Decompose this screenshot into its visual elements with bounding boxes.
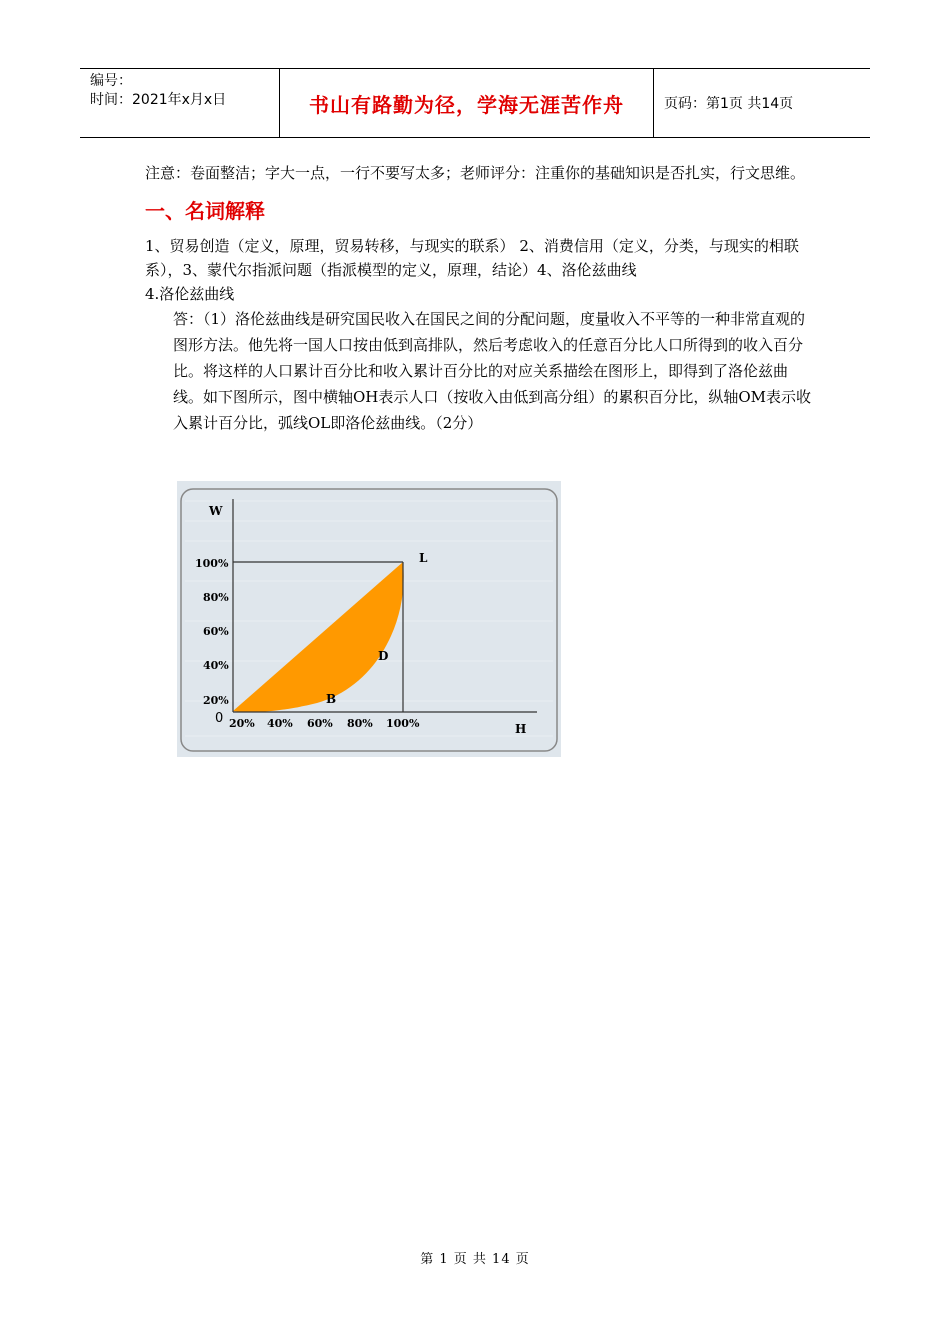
y-tick-label: 40% xyxy=(203,659,229,672)
answer-paragraph: 答：（1）洛伦兹曲线是研究国民收入在国民之间的分配问题，度量收入不平等的一种非常直观的图形方法。他先将一国人口按由低到高排队，然后考虑收入的任意百分比人口所得到的收入百分比。将这样的人口累计百分比和收入累计百分比的对应关系描绘在图形上，即得到了洛伦兹曲线。如下图所示，图中横轴OH表示人口（按收入由低到高分组）的累积百分比，纵轴OM表示收入累计百分比，弧线OL即洛伦兹曲线。（2分） xyxy=(173,310,812,432)
y-tick-label: 80% xyxy=(203,591,229,604)
region-d-label: D xyxy=(378,649,389,663)
page-footer: 第 1 页 共 14 页 xyxy=(420,1252,530,1267)
header-motto: 书山有路勤为径，学海无涯苦作舟 xyxy=(280,69,654,137)
header-meta xyxy=(80,69,280,137)
y-tick-label: 60% xyxy=(203,625,229,638)
x-axis-label: H xyxy=(515,722,527,736)
y-tick-label: 100% xyxy=(195,557,229,570)
x-tick-label: 100% xyxy=(386,717,420,730)
x-tick-label: 20% xyxy=(229,717,255,730)
lorenz-curve-figure xyxy=(177,481,561,757)
note-paragraph: 注意：卷面整洁；字大一点，一行不要写太多；老师评分：注重你的基础知识是否扎实，行文思维。 xyxy=(145,164,806,182)
page-header xyxy=(80,68,870,138)
number-label: 编号： xyxy=(90,73,132,89)
y-tick-label: 20% xyxy=(203,694,229,707)
lorenz-curve-svg xyxy=(177,481,561,757)
sub-heading: 4.洛伦兹曲线 xyxy=(145,285,235,303)
topics-paragraph: 1、贸易创造（定义，原理，贸易转移，与现实的联系） 2、消费信用（定义，分类，与现实的相联系），3、蒙代尔指派问题（指派模型的定义，原理，结论）4、洛伦兹曲线 xyxy=(145,237,799,279)
section-title: 一、名词解释 xyxy=(145,199,265,223)
origin-label: 0 xyxy=(215,711,224,726)
document-body xyxy=(145,160,815,436)
region-b-label: B xyxy=(326,692,337,706)
x-tick-label: 80% xyxy=(347,717,373,730)
page-indicator: 页码：第1页 共14页 xyxy=(664,96,794,112)
y-axis-label: W xyxy=(209,504,223,518)
x-tick-label: 40% xyxy=(267,717,293,730)
time-label: 时间：2021年x月x日 xyxy=(90,92,227,108)
x-tick-label: 60% xyxy=(307,717,333,730)
point-l-label: L xyxy=(419,551,428,565)
